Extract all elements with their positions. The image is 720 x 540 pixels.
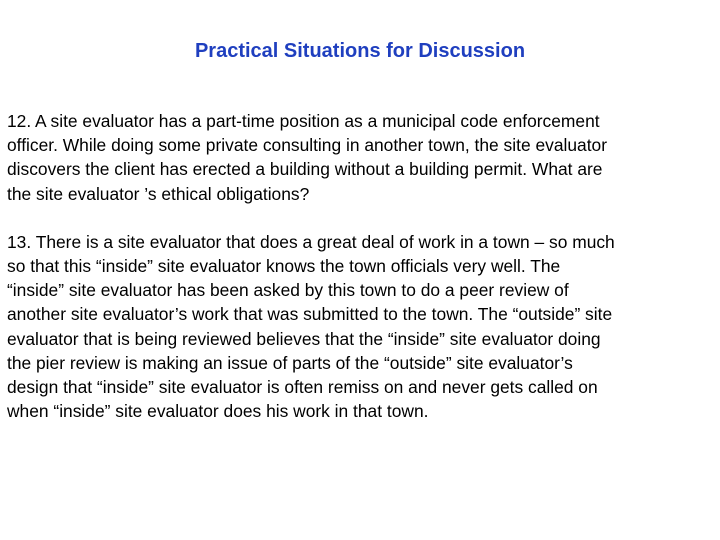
- slide-title: Practical Situations for Discussion: [194, 40, 526, 62]
- text-line: when “inside” site evaluator does his work in that town.: [7, 401, 429, 422]
- text-line: 13. There is a site evaluator that does a great deal of work in a town – so much: [7, 231, 615, 252]
- text-line: the pier review is making an issue of parts of the “outside” site evaluator’s: [7, 352, 573, 373]
- situation-13-paragraph: [7, 230, 713, 424]
- text-line: the site evaluator ’s ethical obligations?: [7, 183, 310, 204]
- text-line: so that this “inside” site evaluator knows the town officials very well. The: [7, 256, 561, 277]
- text-line: discovers the client has erected a building without a building permit. What are: [7, 159, 603, 180]
- text-line: officer. While doing some private consulting in another town, the site evaluator: [7, 135, 607, 156]
- text-line: design that “inside” site evaluator is often remiss on and never gets called on: [7, 377, 598, 398]
- text-line: evaluator that is being reviewed believes that the “inside” site evaluator doing: [7, 328, 601, 349]
- text-line: 12. A site evaluator has a part-time position as a municipal code enforcement: [7, 111, 600, 131]
- situation-12-paragraph: [7, 109, 713, 206]
- text-line: “inside” site evaluator has been asked by this town to do a peer review of: [7, 280, 569, 301]
- text-line: another site evaluator’s work that was submitted to the town. The “outside” site: [7, 304, 613, 325]
- slide-body: [7, 109, 713, 423]
